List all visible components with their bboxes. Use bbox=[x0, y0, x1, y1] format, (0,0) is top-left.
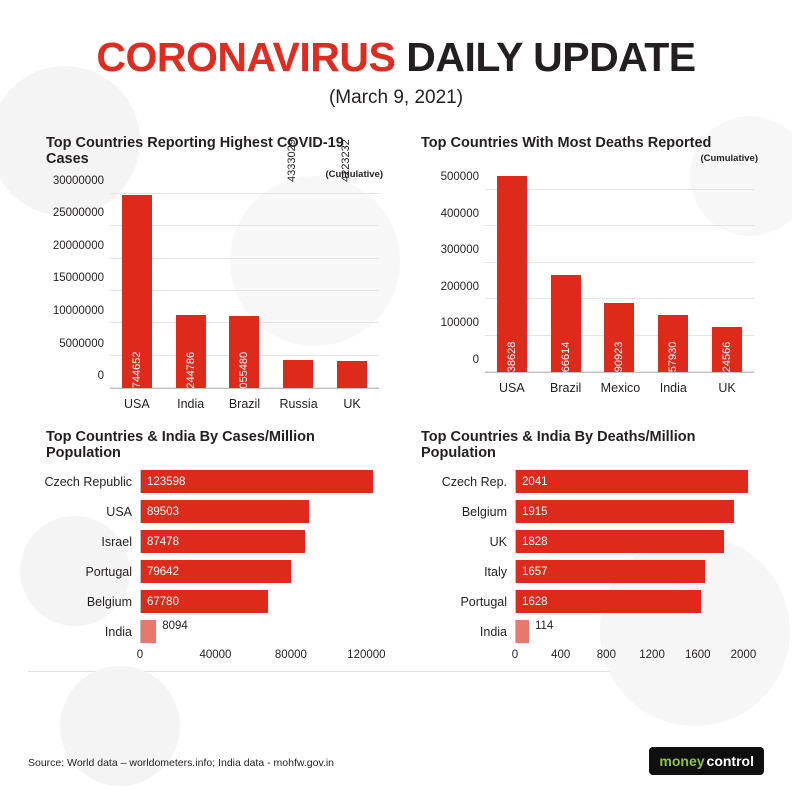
bar-row bbox=[407, 499, 764, 524]
bar-track bbox=[140, 500, 389, 523]
bar[interactable] bbox=[516, 470, 748, 493]
moneycontrol-logo bbox=[649, 747, 764, 775]
bar[interactable] bbox=[141, 530, 305, 553]
chart-panel-cases bbox=[28, 135, 389, 429]
y-axis-tick-label: 400000 bbox=[440, 207, 479, 220]
title-rest: DAILY UPDATE bbox=[406, 34, 696, 80]
bar-value-label: 11244786 bbox=[184, 351, 197, 401]
chart-panel-deaths bbox=[403, 135, 764, 429]
bar-value-label: 2041 bbox=[522, 475, 548, 488]
x-axis-tick-label: Brazil bbox=[550, 381, 582, 396]
bar-column bbox=[601, 168, 639, 379]
bar[interactable] bbox=[497, 176, 527, 379]
category-label: Czech Rep. bbox=[441, 474, 507, 489]
bar-column bbox=[172, 184, 210, 401]
bar-track bbox=[515, 560, 764, 583]
page-subtitle: (March 9, 2021) bbox=[328, 87, 464, 109]
y-axis-tick-label: 30000000 bbox=[52, 174, 104, 187]
bar-column bbox=[493, 168, 531, 379]
bar-track bbox=[140, 560, 389, 583]
bar-track bbox=[140, 620, 389, 643]
bar-column bbox=[118, 184, 156, 401]
bar[interactable] bbox=[658, 315, 688, 379]
bar[interactable] bbox=[141, 500, 309, 523]
chart-note-deaths: (Cumulative) bbox=[700, 153, 758, 165]
x-axis bbox=[32, 649, 389, 665]
y-axis-tick-label: 200000 bbox=[440, 280, 479, 293]
x-axis-tick-label: 0 bbox=[511, 649, 519, 662]
category-label: Belgium bbox=[461, 504, 507, 519]
y-axis-tick-label: 500000 bbox=[440, 171, 479, 184]
chart-note-cases: (Cumulative) bbox=[325, 169, 383, 181]
bar-value-label: 29744652 bbox=[130, 351, 143, 401]
category-label: Belgium bbox=[86, 594, 132, 609]
x-axis-tick-label: India bbox=[177, 397, 205, 412]
bar-value-label: 1915 bbox=[522, 505, 548, 518]
category-label: USA bbox=[106, 504, 132, 519]
bar[interactable] bbox=[516, 590, 701, 613]
chart-title-deaths-per-million: Top Countries & India By Deaths/Million Population bbox=[421, 429, 696, 462]
x-axis-ticks bbox=[136, 649, 389, 665]
x-axis-tick-label: 80000 bbox=[274, 649, 307, 662]
category-label: India bbox=[479, 624, 507, 639]
bar-value-label: 114 bbox=[534, 620, 554, 633]
bar-row bbox=[32, 499, 389, 524]
y-axis-tick-label: 300000 bbox=[440, 244, 479, 257]
bar-value-label: 67780 bbox=[147, 595, 179, 608]
bar-series bbox=[485, 168, 754, 379]
bar[interactable] bbox=[712, 327, 742, 379]
charts-grid bbox=[28, 135, 764, 665]
y-axis-tick-label: 20000000 bbox=[52, 239, 104, 252]
y-axis-tick-label: 25000000 bbox=[52, 207, 104, 220]
chart-title-cases: Top Countries Reporting Highest COVID-19 Cases bbox=[46, 135, 344, 168]
bar-value-label: 157930 bbox=[667, 341, 680, 379]
x-axis-tick-label: 40000 bbox=[199, 649, 232, 662]
category-label: Czech Republic bbox=[44, 474, 132, 489]
bar-track bbox=[515, 530, 764, 553]
x-axis-tick-label: India bbox=[659, 381, 687, 396]
bar[interactable] bbox=[141, 560, 291, 583]
axis-spacer bbox=[407, 649, 515, 665]
bar[interactable] bbox=[141, 620, 156, 643]
bar-row bbox=[407, 529, 764, 554]
bar[interactable] bbox=[516, 620, 529, 643]
category-label: Portugal bbox=[85, 564, 132, 579]
bar-column bbox=[547, 168, 585, 379]
bar-value-label: 8094 bbox=[162, 620, 188, 633]
bar-value-label: 266614 bbox=[559, 341, 572, 379]
bar-row bbox=[407, 589, 764, 614]
bar-column bbox=[708, 168, 746, 379]
bar-track bbox=[140, 530, 389, 553]
x-axis-tick-label: 2000 bbox=[730, 649, 757, 662]
bar-track bbox=[515, 590, 764, 613]
bar-value-label: 538628 bbox=[505, 341, 518, 379]
bar-row bbox=[407, 469, 764, 494]
y-axis-tick-label: 0 bbox=[472, 354, 479, 367]
bar-row bbox=[407, 559, 764, 584]
bar-row bbox=[32, 469, 389, 494]
x-axis-tick-label: USA bbox=[499, 381, 525, 396]
logo-money: money bbox=[659, 753, 705, 769]
bar-track bbox=[515, 620, 764, 643]
page-title bbox=[28, 36, 764, 79]
bar[interactable] bbox=[516, 530, 724, 553]
bar-value-label: 1657 bbox=[522, 565, 548, 578]
bar[interactable] bbox=[604, 303, 634, 379]
x-axis-tick-label: 1200 bbox=[639, 649, 665, 662]
horizontal-bar-chart-cases-per-million bbox=[28, 469, 389, 665]
chart-panel-cases-per-million bbox=[28, 429, 389, 665]
x-axis-tick-label: 120000 bbox=[347, 649, 386, 662]
bar-value-label: 1828 bbox=[522, 535, 548, 548]
bar-row bbox=[32, 559, 389, 584]
bar[interactable] bbox=[516, 560, 705, 583]
bar[interactable] bbox=[551, 275, 581, 379]
bar[interactable] bbox=[516, 500, 734, 523]
bar-value-label: 4333029 bbox=[286, 139, 299, 183]
x-axis-ticks bbox=[511, 649, 764, 665]
vertical-bar-chart-deaths bbox=[403, 168, 764, 413]
title-highlight: CORONAVIRUS bbox=[96, 34, 396, 80]
x-axis bbox=[407, 649, 764, 665]
category-label: Portugal bbox=[460, 594, 507, 609]
bar[interactable] bbox=[337, 361, 367, 388]
bar-row bbox=[407, 619, 764, 644]
bar-column bbox=[279, 139, 317, 388]
chart-title-deaths: Top Countries With Most Deaths Reported bbox=[421, 135, 712, 152]
x-axis-tick-label: UK bbox=[343, 397, 361, 412]
y-axis-tick-label: 10000000 bbox=[52, 304, 104, 317]
bar-value-label: 11055480 bbox=[238, 351, 251, 401]
bar[interactable] bbox=[141, 590, 268, 613]
bar[interactable] bbox=[122, 195, 152, 401]
axis-spacer bbox=[32, 649, 140, 665]
category-label: Italy bbox=[484, 564, 507, 579]
bar[interactable] bbox=[229, 316, 259, 401]
bar-track bbox=[140, 470, 389, 493]
bar-column bbox=[654, 168, 692, 379]
y-axis-tick-label: 100000 bbox=[440, 317, 479, 330]
y-axis-tick-label: 5000000 bbox=[59, 337, 104, 350]
x-axis-tick-label: 1600 bbox=[684, 649, 711, 662]
bar-track bbox=[515, 500, 764, 523]
x-axis-tick-label: USA bbox=[124, 397, 150, 412]
source-note: Source: World data – worldometers.info; India data - mohfw.gov.in bbox=[28, 757, 335, 769]
x-axis-tick-label: Russia bbox=[279, 397, 318, 412]
bar-value-label: 4223232 bbox=[340, 139, 353, 183]
chart-panel-deaths-per-million bbox=[403, 429, 764, 665]
bar-value-label: 87478 bbox=[147, 535, 179, 548]
x-axis-labels bbox=[485, 381, 754, 395]
bar[interactable] bbox=[176, 315, 206, 401]
bar-value-label: 79642 bbox=[147, 565, 179, 578]
bar-value-label: 1628 bbox=[522, 595, 548, 608]
y-axis-tick-label: 0 bbox=[97, 370, 104, 383]
horizontal-bar-chart-deaths-per-million bbox=[403, 469, 764, 665]
x-axis-tick-label: 400 bbox=[551, 649, 571, 662]
bar-value-label: 89503 bbox=[147, 505, 179, 518]
bar-value-label: 123598 bbox=[147, 475, 186, 488]
x-axis-tick-label: Mexico bbox=[600, 381, 641, 396]
bar[interactable] bbox=[141, 470, 373, 493]
bar-track bbox=[515, 470, 764, 493]
bar-row bbox=[32, 529, 389, 554]
bar[interactable] bbox=[283, 360, 313, 388]
category-label: India bbox=[104, 624, 132, 639]
plot-area bbox=[440, 168, 754, 379]
bar-track bbox=[140, 590, 389, 613]
x-axis-tick-label: UK bbox=[718, 381, 736, 396]
bar-row bbox=[32, 589, 389, 614]
bar-value-label: 124566 bbox=[721, 341, 734, 379]
bar-column bbox=[226, 184, 264, 401]
category-label: Israel bbox=[101, 534, 132, 549]
x-axis-tick-label: Brazil bbox=[228, 397, 261, 412]
bar-row bbox=[32, 619, 389, 644]
bar-value-label: 190923 bbox=[613, 341, 626, 379]
x-axis-tick-label: 0 bbox=[136, 649, 144, 662]
x-axis-tick-label: 800 bbox=[596, 649, 616, 662]
category-label: UK bbox=[489, 534, 507, 549]
y-axis-tick-label: 15000000 bbox=[52, 272, 104, 285]
chart-title-cases-per-million: Top Countries & India By Cases/Million Population bbox=[46, 429, 315, 462]
logo-control: control bbox=[706, 753, 754, 769]
